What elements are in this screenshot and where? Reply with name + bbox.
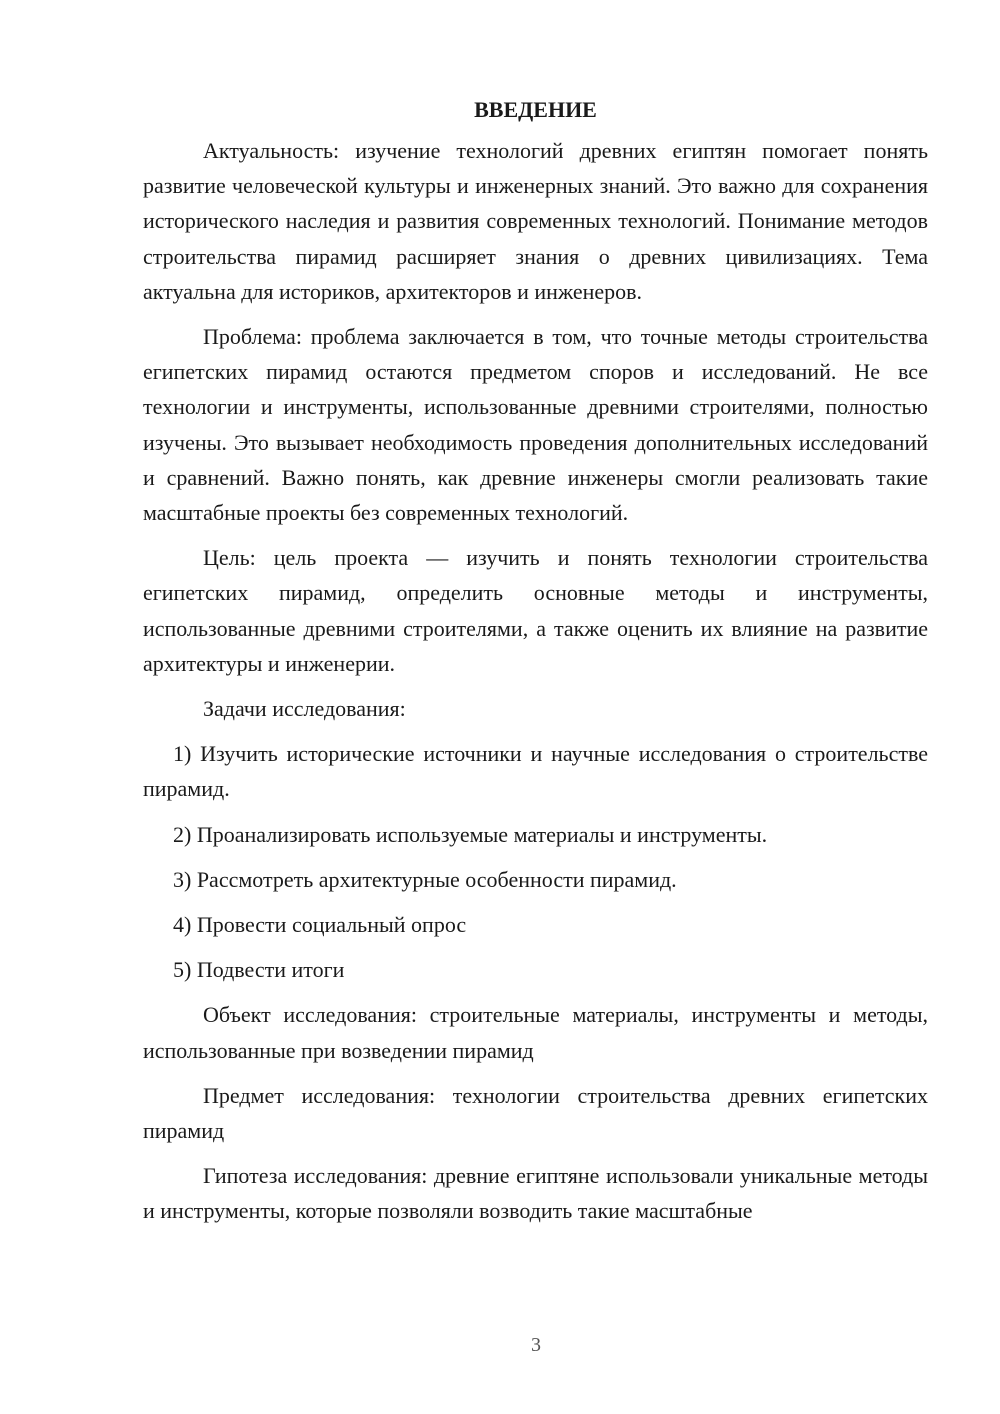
task-item: 2) Проанализировать используемые материалы и инструменты. bbox=[173, 821, 768, 847]
tasks-heading: Задачи исследования: bbox=[203, 696, 406, 722]
relevance-paragraph: Актуальность: изучение технологий древних египтян помогает понять развитие человеческой культуры и инженерных знаний. Это важно для сохранения исторического наследия и развития современных технологий. Понимание методов строительства пирамид расширяет знания о древних цивилизациях. Тема актуальна для историков, архитекторов и инженеров. bbox=[143, 138, 928, 304]
page-title: ВВЕДЕНИЕ bbox=[474, 97, 597, 122]
object-paragraph: Объект исследования: строительные материалы, инструменты и методы, использованные при возведении пирамид bbox=[143, 1002, 928, 1063]
hypothesis-paragraph: Гипотеза исследования: древние египтяне использовали уникальные методы и инструменты, которые позволяли возводить такие масштабные bbox=[143, 1163, 928, 1224]
page-content bbox=[143, 92, 928, 1239]
task-item: 5) Подвести итоги bbox=[173, 957, 345, 983]
page-number: 3 bbox=[531, 1334, 541, 1356]
goal-paragraph: Цель: цель проекта — изучить и понять технологии строительства египетских пирамид, определить основные методы и инструменты, использованные древними строителями, а также оценить их влияние на развитие архитектуры и инженерии. bbox=[143, 545, 928, 676]
task-item: 1) Изучить исторические источники и научные исследования о строительстве пирамид. bbox=[143, 741, 928, 802]
subject-paragraph: Предмет исследования: технологии строительства древних египетских пирамид bbox=[143, 1082, 928, 1144]
task-item: 4) Провести социальный опрос bbox=[173, 912, 467, 938]
task-item: 3) Рассмотреть архитектурные особенности пирамид. bbox=[173, 866, 677, 892]
problem-paragraph: Проблема: проблема заключается в том, что точные методы строительства египетских пирамид остаются предметом споров и исследований. Не все технологии и инструменты, использованные древними строителями, полностью изучены. Это вызывает необходимость проведения дополнительных исследований и сравнений. Важно понять, как древние инженеры смогли реализовать такие масштабные проекты без современных технологий. bbox=[143, 324, 928, 526]
